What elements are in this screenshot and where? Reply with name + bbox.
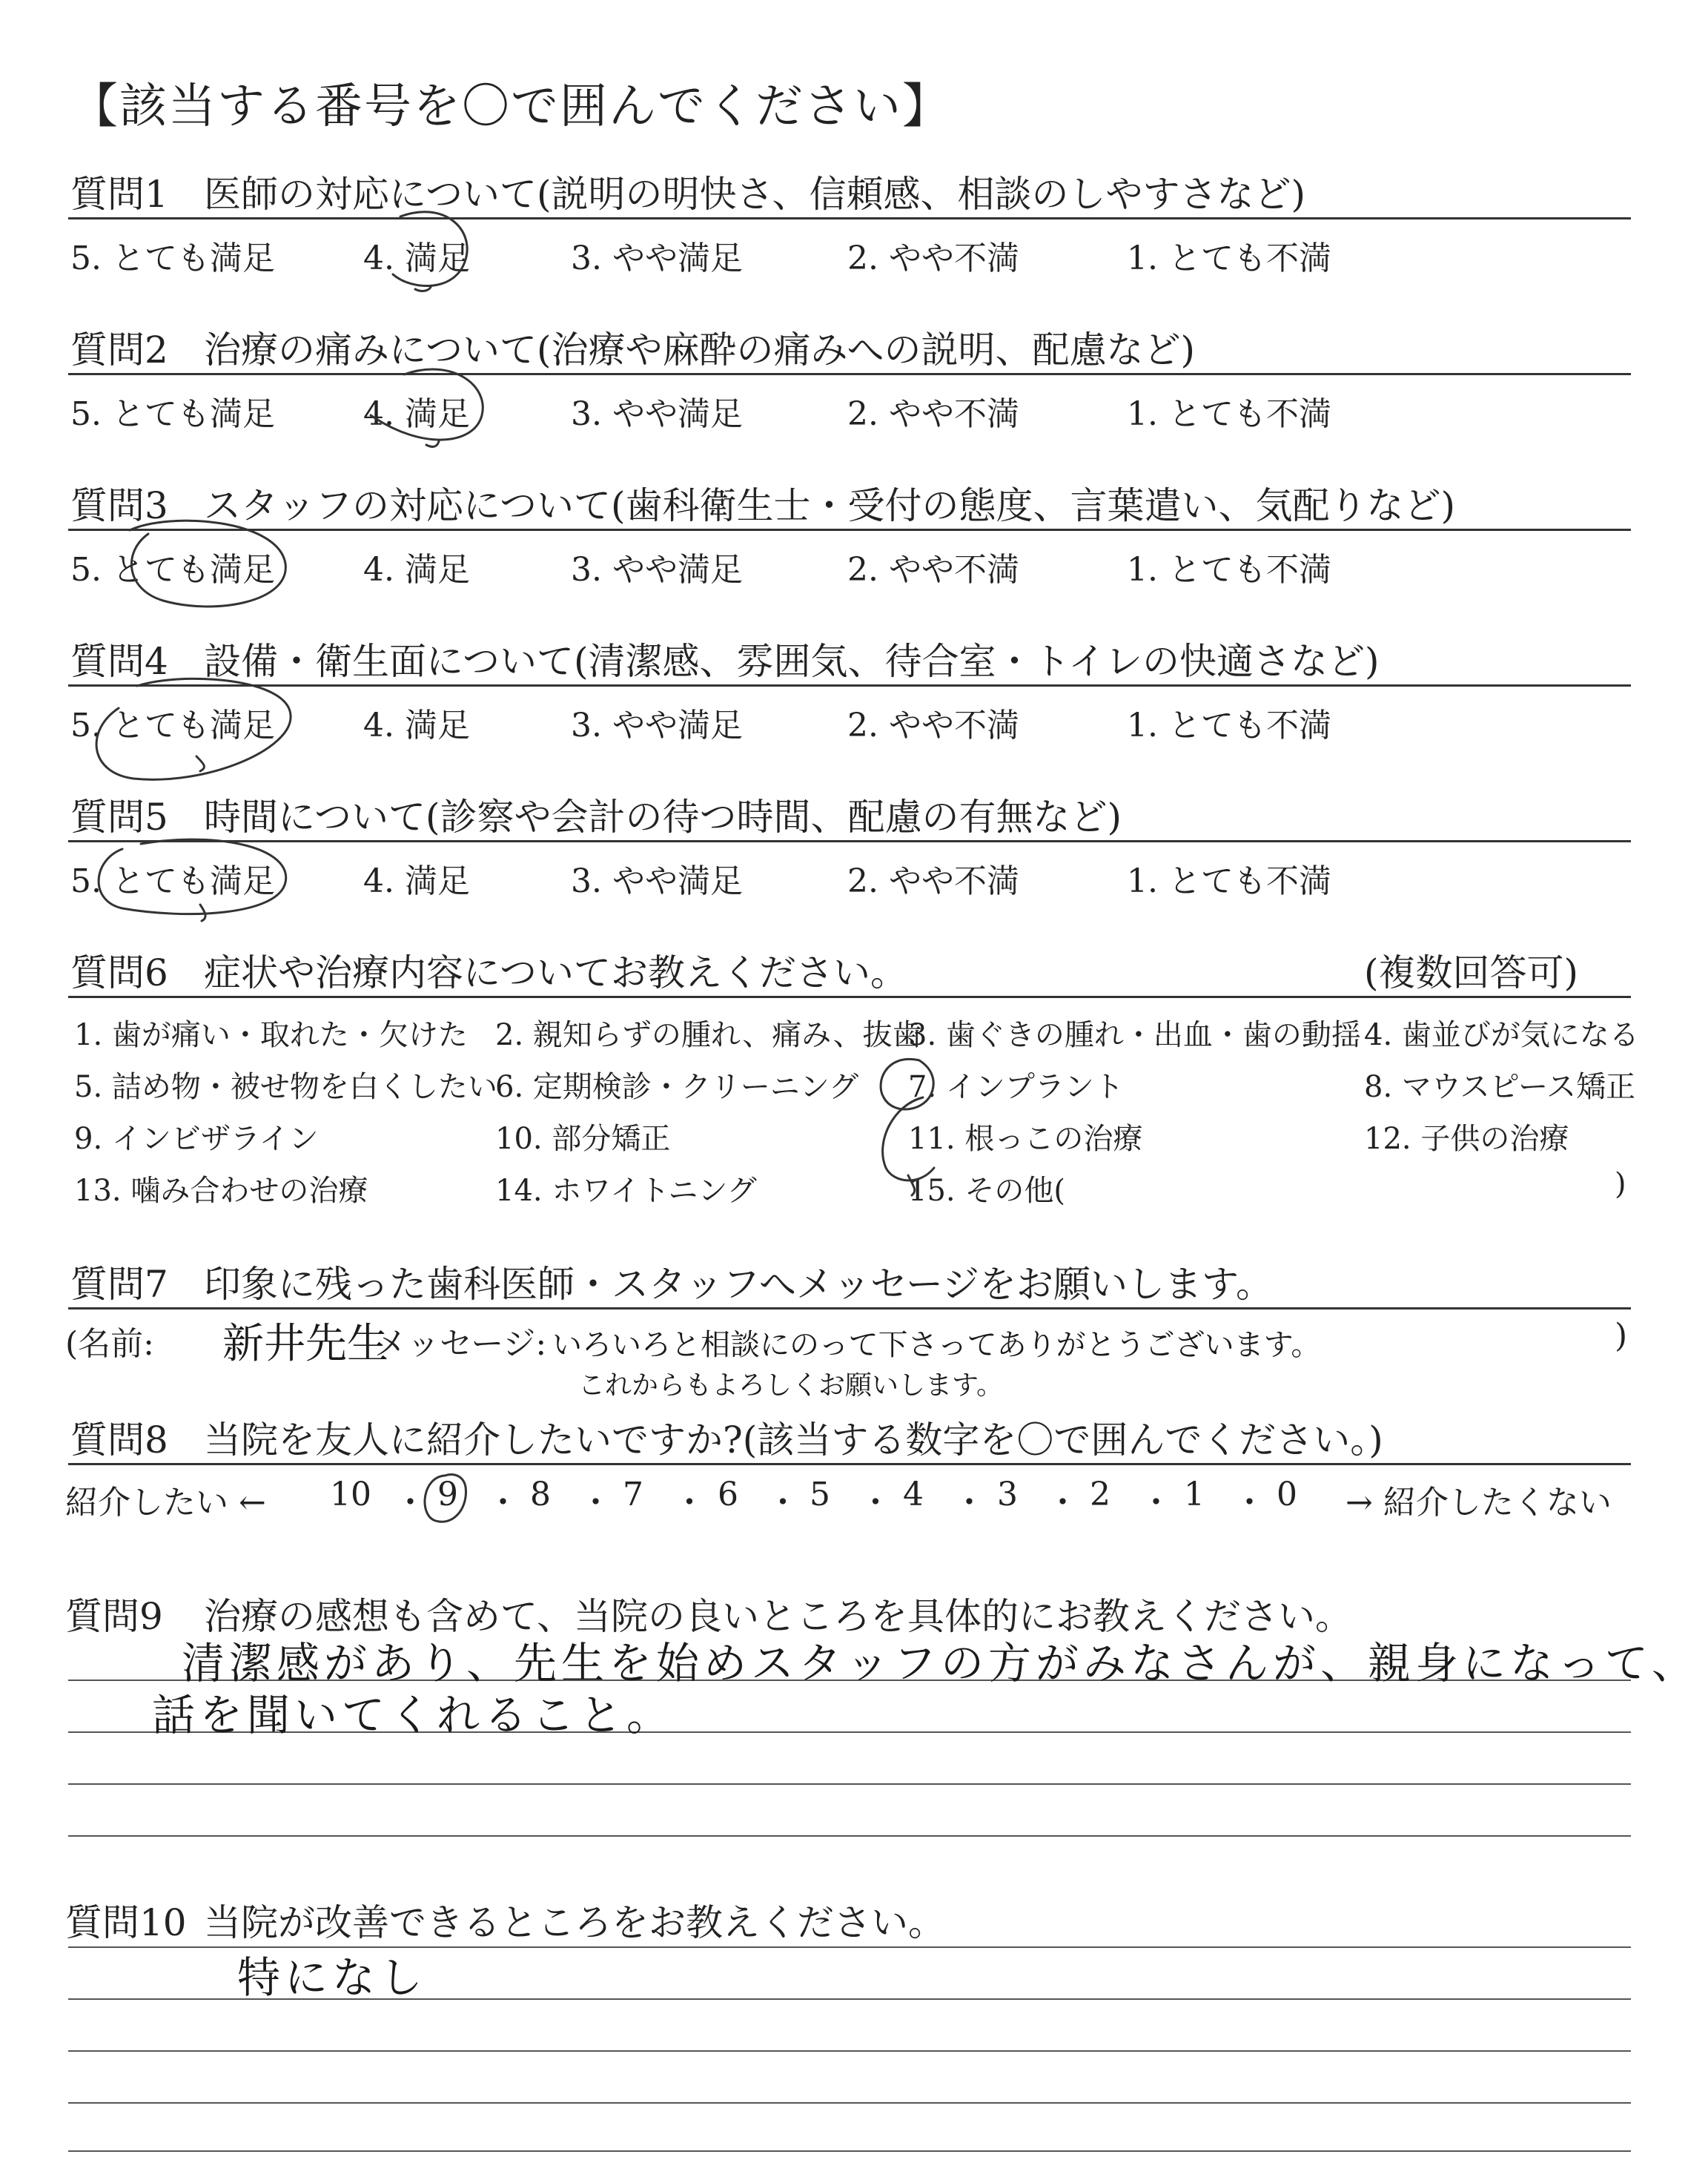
q6-option-13[interactable]: 13. 噛み合わせの治療 [74, 1174, 368, 1208]
q6-option-7[interactable]: 7. インプラント [908, 1070, 1124, 1104]
q8-scale-separator: ・ [486, 1484, 520, 1522]
q3-label: 質問3 [70, 484, 168, 527]
q6-option-15[interactable]: 15. その他( [908, 1174, 1065, 1208]
q6-option-2[interactable]: 2. 親知らずの腫れ、痛み、抜歯 [495, 1018, 922, 1052]
q3-option-1[interactable]: 1. とても不満 [1127, 551, 1331, 589]
q1-option-1[interactable]: 1. とても不満 [1127, 240, 1331, 277]
q3-option-3[interactable]: 3. やや満足 [571, 551, 743, 589]
q5-option-1[interactable]: 1. とても不満 [1127, 862, 1331, 900]
q2-option-5[interactable]: 5. とても満足 [70, 395, 275, 433]
q3-text: スタッフの対応について(歯科衛生士・受付の態度、言葉遣い、気配りなど) [204, 484, 1456, 527]
q3-circle-mark [130, 521, 285, 607]
q7-text: 印象に残った歯科医師・スタッフへメッセージをお願いします。 [204, 1263, 1273, 1306]
q6-option-8[interactable]: 8. マウスピース矯正 [1364, 1070, 1636, 1104]
q7-message-line1[interactable]: いろいろと相談にのって下さってありがとうございます。 [552, 1328, 1321, 1362]
q4-option-5[interactable]: 5. とても満足 [70, 707, 275, 744]
q8-scale-0[interactable]: 0 [1277, 1476, 1297, 1513]
q8-scale-9[interactable]: 9 [437, 1476, 458, 1513]
q2-option-2[interactable]: 2. やや不満 [847, 395, 1019, 433]
form-title: 【該当する番号を〇で囲んでください】 [70, 79, 951, 134]
q8-scale-separator: ・ [1233, 1484, 1266, 1522]
q6-option-11[interactable]: 11. 根っこの治療 [908, 1122, 1143, 1156]
q7-label: 質問7 [70, 1263, 168, 1306]
q6-note: (複数回答可) [1364, 951, 1579, 994]
q2-option-1[interactable]: 1. とても不満 [1127, 395, 1331, 433]
q8-scale-3[interactable]: 3 [997, 1476, 1018, 1513]
q8-scale-1[interactable]: 1 [1184, 1476, 1205, 1513]
q4-option-4[interactable]: 4. 満足 [363, 707, 470, 744]
q8-scale-7[interactable]: 7 [623, 1476, 643, 1513]
q8-scale-separator: ・ [673, 1484, 706, 1522]
q8-scale-9-circle-mark [425, 1475, 466, 1522]
q8-scale-separator: ・ [579, 1484, 612, 1522]
q8-text: 当院を友人に紹介したいですか?(該当する数字を〇で囲んでください。) [204, 1418, 1383, 1462]
q1-option-3[interactable]: 3. やや満足 [571, 240, 743, 277]
q7-name-label: (名前: [65, 1325, 154, 1363]
q4-option-2[interactable]: 2. やや不満 [847, 707, 1019, 744]
q6-option-9[interactable]: 9. インビザライン [74, 1122, 319, 1156]
q1-option-4[interactable]: 4. 満足 [363, 240, 470, 277]
q6-other-close: ) [1615, 1167, 1626, 1201]
q1-option-2[interactable]: 2. やや不満 [847, 240, 1019, 277]
q8-label: 質問8 [70, 1418, 168, 1462]
q6-option-12[interactable]: 12. 子供の治療 [1364, 1122, 1569, 1156]
q10-label: 質問10 [65, 1901, 187, 1944]
q1-label: 質問1 [70, 173, 168, 216]
q9-text: 治療の感想も含めて、当院の良いところを具体的にお教えください。 [204, 1595, 1352, 1638]
q6-option-5[interactable]: 5. 詰め物・被せ物を白くしたい [74, 1070, 497, 1104]
q5-option-4[interactable]: 4. 満足 [363, 862, 470, 900]
q10-text: 当院が改善できるところをお教えください。 [204, 1901, 945, 1944]
q8-scale-separator: ・ [1139, 1484, 1173, 1522]
q8-scale-8[interactable]: 8 [530, 1476, 551, 1513]
q8-scale-separator: ・ [859, 1484, 892, 1522]
q6-option-11-circle-mark [883, 1097, 934, 1195]
q5-label: 質問5 [70, 796, 168, 839]
q2-option-4[interactable]: 4. 満足 [363, 395, 470, 433]
q6-label: 質問6 [70, 951, 168, 994]
q8-scale-6[interactable]: 6 [718, 1476, 738, 1513]
q9-answer-line2[interactable]: 話を聞いてくれること。 [152, 1690, 675, 1740]
q6-option-10[interactable]: 10. 部分矯正 [495, 1122, 671, 1156]
q4-circle-mark [96, 678, 291, 779]
q9-label: 質問9 [65, 1595, 163, 1638]
q8-scale-2[interactable]: 2 [1090, 1476, 1110, 1513]
q8-scale-separator: ・ [953, 1484, 986, 1522]
q8-scale-5[interactable]: 5 [810, 1476, 830, 1513]
q8-scale-separator: ・ [767, 1484, 799, 1522]
q8-scale-4[interactable]: 4 [903, 1476, 924, 1513]
q2-circle-mark [371, 369, 483, 446]
q6-text: 症状や治療内容についてお教えください。 [204, 951, 907, 994]
q7-name-value[interactable]: 新井先生 [222, 1320, 388, 1368]
q3-option-2[interactable]: 2. やや不満 [847, 551, 1019, 589]
q6-option-7-circle-mark [881, 1059, 933, 1109]
q9-answer-line1[interactable]: 清潔感があり、先生を始めスタッフの方がみなさんが、親身になって、 [182, 1638, 1699, 1688]
q8-right-label: → 紹介したくない [1345, 1484, 1612, 1522]
q2-text: 治療の痛みについて(治療や麻酔の痛みへの説明、配慮など) [204, 328, 1196, 371]
q7-close-paren: ) [1615, 1317, 1628, 1355]
q4-text: 設備・衛生面について(清潔感、雰囲気、待合室・トイレの快適さなど) [204, 640, 1380, 683]
q4-option-3[interactable]: 3. やや満足 [571, 707, 743, 744]
q6-option-4[interactable]: 4. 歯並びが気になる [1364, 1018, 1639, 1052]
q7-message-line2[interactable]: これからもよろしくお願いします。 [578, 1370, 1004, 1401]
q5-option-5[interactable]: 5. とても満足 [70, 862, 275, 900]
q5-circle-mark [99, 839, 286, 921]
q4-option-1[interactable]: 1. とても不満 [1127, 707, 1331, 744]
q4-label: 質問4 [70, 640, 168, 683]
q6-option-3[interactable]: 3. 歯ぐきの腫れ・出血・歯の動揺 [908, 1018, 1361, 1052]
q10-answer[interactable]: 特になし [237, 1952, 428, 2003]
q2-label: 質問2 [70, 328, 168, 371]
q7-message-label: メッセージ: [374, 1325, 547, 1363]
q5-text: 時間について(診察や会計の待つ時間、配慮の有無など) [204, 796, 1122, 839]
q8-scale-separator: ・ [1046, 1484, 1079, 1522]
q6-option-6[interactable]: 6. 定期検診・クリーニング [495, 1070, 859, 1104]
q3-option-5[interactable]: 5. とても満足 [70, 551, 275, 589]
q1-option-5[interactable]: 5. とても満足 [70, 240, 275, 277]
q5-option-2[interactable]: 2. やや不満 [847, 862, 1019, 900]
q1-circle-mark [393, 212, 467, 291]
q2-option-3[interactable]: 3. やや満足 [571, 395, 743, 433]
q8-scale-separator: ・ [394, 1484, 427, 1522]
q5-option-3[interactable]: 3. やや満足 [571, 862, 743, 900]
q8-left-label: 紹介したい ← [65, 1484, 266, 1522]
q3-option-4[interactable]: 4. 満足 [363, 551, 470, 589]
q8-scale-10[interactable]: 10 [330, 1476, 371, 1513]
q1-text: 医師の対応について(説明の明快さ、信頼感、相談のしやすさなど) [204, 173, 1306, 216]
q6-option-14[interactable]: 14. ホワイトニング [495, 1174, 757, 1208]
q6-option-1[interactable]: 1. 歯が痛い・取れた・欠けた [74, 1018, 468, 1052]
